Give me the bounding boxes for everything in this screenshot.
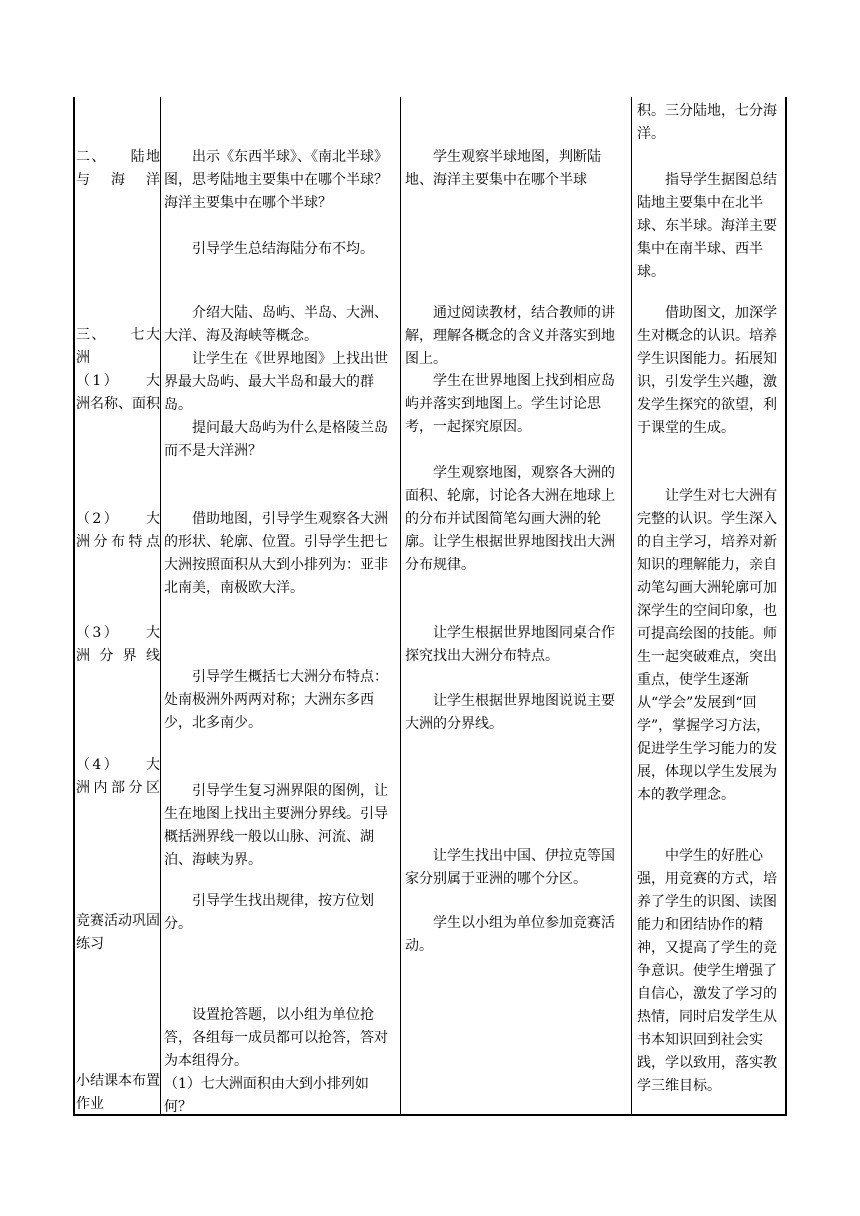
teacher-activity-regions: 引导学生找出规律，按方位划分。 (164, 893, 374, 932)
section-heading-land-sea: 二、 陆地与海洋 (76, 149, 160, 188)
design-intent-land-sea-ratio: 积。三分陆地，七分海洋。 (637, 103, 777, 142)
teacher-activity-summary-distribution: 引导学生总结海陆分布不均。 (192, 241, 374, 257)
student-activity-boundaries: 让学生根据世界地图说说主要大洲的分界线。 (405, 693, 615, 732)
teacher-activity-hemispheres: 出示《东西半球》、《南北半球》图，思考陆地主要集中在哪个半球？海洋主要集中在哪个半球？ (164, 149, 388, 211)
column-divider-1 (160, 97, 161, 1115)
subsection-continent-regions: （4） 大洲内部分区 (76, 757, 160, 796)
section-heading-seven-continents: 三、 七大洲 (76, 327, 160, 366)
student-activity-competition: 学生以小组为单位参加竞赛活动。 (405, 915, 615, 954)
section-heading-competition: 竞赛活动巩固练习 (76, 913, 160, 952)
student-activity-find-islands: 学生在世界地图上找到相应岛屿并落实到地图上。学生讨论思考，一起探究原因。 (405, 373, 615, 435)
teacher-activity-quiz: 设置抢答题，以小组为单位抢答，各组每一成员都可以抢答，答对为本组得分。 (164, 1007, 388, 1069)
teacher-activity-quiz-question-1: （1）七大洲面积由大到小排列如何？ (164, 1076, 369, 1115)
student-activity-distribution-traits: 让学生根据世界地图同桌合作探究找出大洲分布特点。 (405, 625, 615, 664)
teacher-activity-shapes-ranking: 借助地图，引导学生观察各大洲的形状、轮廓、位置。引导学生把七大洲按照面积从大到小排列为：亚非北南美，南极欧大洋。 (164, 511, 388, 596)
teacher-activity-greenland-question: 提问最大岛屿为什么是格陵兰岛而不是大洋洲？ (164, 420, 388, 459)
design-intent-concepts: 借助图文，加深学生对概念的认识。培养学生识图能力。拓展知识，引发学生兴趣，激发学生探究的欲望，利于课堂的生成。 (637, 305, 777, 436)
student-activity-observe-continents: 学生观察地图，观察各大洲的面积、轮廓，讨论各大洲在地球上的分布并试图简笔勾画大洲的轮廓。让学生根据世界地图找出大洲分布规律。 (405, 465, 615, 573)
column-divider-2 (400, 97, 401, 1115)
teacher-activity-find-islands: 让学生在《世界地图》上找出世界最大岛屿、最大半岛和最大的群岛。 (164, 351, 388, 413)
design-intent-seven-continents: 让学生对七大洲有完整的认识。学生深入的自主学习，培养对新知识的理解能力，亲自动笔勾画大洲轮廓可加深学生的空间印象，也可提高绘图的技能。师生一起突破难点，突出重点，使学生逐渐从“学会”发展到“回学”，掌握学习方法，促进学生学习能力的发展，体现以学生发展为本的教学理念。 (637, 488, 777, 803)
design-intent-competition: 中学生的好胜心强，用竞赛的方式，培养了学生的识图、读图能力和团结协作的精神，又提高了学生的竞争意识。使学生增强了自信心，激发了学习的热情，同时启发学生从书本知识回到社会实践，学以致用，落实教学三维目标。 (637, 848, 777, 1094)
teacher-activity-distribution-traits: 引导学生概括七大洲分布特点：处南极洲外两两对称；大洲东多西少，北多南少。 (164, 669, 388, 731)
student-activity-asia-regions: 让学生找出中国、伊拉克等国家分别属于亚洲的哪个分区。 (405, 848, 615, 887)
teacher-activity-concepts: 介绍大陆、岛屿、半岛、大洲、大洋、海及海峡等概念。 (164, 305, 388, 344)
teacher-activity-boundaries: 引导学生复习洲界限的图例，让生在地图上找出主要洲分界线。引导概括洲界线一般以山脉、河流、湖泊、海峡为界。 (164, 783, 388, 868)
subsection-continent-distribution: （2） 大洲分布特点 (76, 511, 160, 550)
student-activity-concepts: 通过阅读教材，结合教师的讲解，理解各概念的含义并落实到地图上。 (405, 305, 615, 367)
design-intent-hemispheres: 指导学生据图总结陆地主要集中在北半球、东半球。海洋主要集中在南半球、西半球。 (637, 172, 777, 280)
student-activity-hemispheres: 学生观察半球地图，判断陆地、海洋主要集中在哪个半球 (405, 149, 601, 188)
subsection-continent-names: （1） 大洲名称、面积 (76, 373, 160, 412)
section-heading-summary: 小结课本布置作业 (76, 1073, 160, 1112)
table-border-left (73, 97, 75, 1115)
table-border-right (785, 97, 787, 1115)
column-divider-3 (631, 97, 632, 1115)
subsection-continent-boundaries: （3） 大洲分界线 (76, 625, 160, 664)
